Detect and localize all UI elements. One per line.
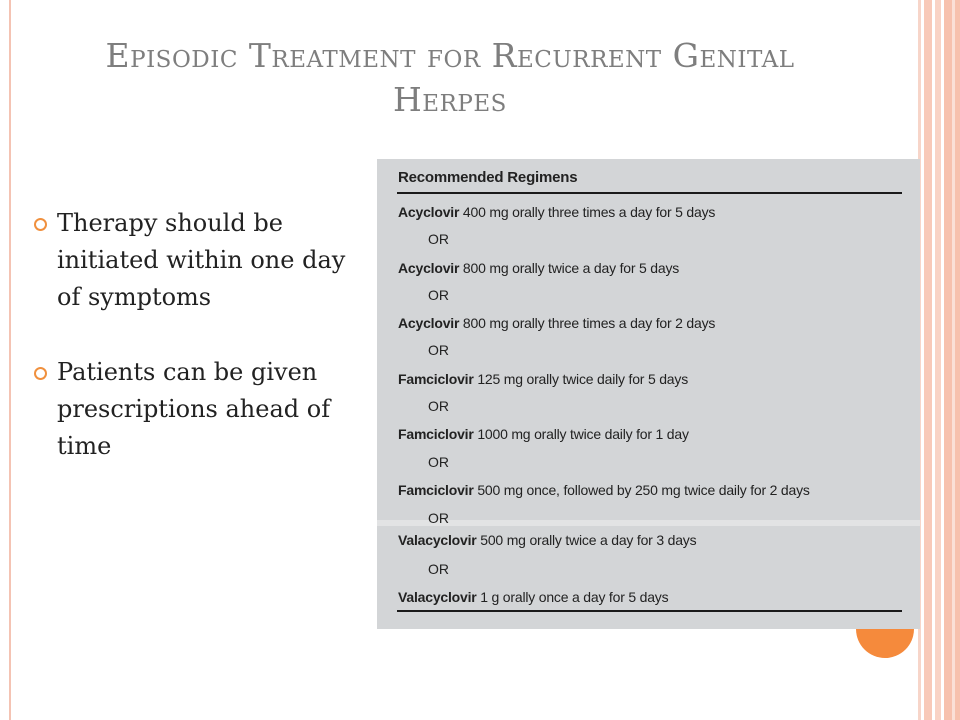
bullet-ring-icon (34, 218, 47, 231)
regimen-row (398, 315, 715, 331)
bullet-ring-icon (34, 367, 47, 380)
regimen-row (398, 482, 810, 498)
or-separator: OR (428, 510, 449, 526)
regimen-row (398, 532, 696, 548)
drug-detail: 125 mg orally twice daily for 5 days (473, 371, 688, 387)
or-separator: OR (428, 454, 449, 470)
drug-name: Famciclovir (398, 426, 474, 442)
regimen-row (398, 260, 679, 276)
table-bottom-rule (397, 610, 902, 612)
bullet-item (34, 205, 364, 316)
drug-name: Valacyclovir (398, 589, 477, 605)
or-separator: OR (428, 561, 449, 577)
drug-name: Famciclovir (398, 482, 474, 498)
drug-detail: 500 mg orally twice a day for 3 days (476, 532, 697, 548)
decor-stripe (935, 0, 941, 720)
regimen-row (398, 204, 715, 220)
decor-stripe (952, 0, 955, 720)
table-header: Recommended Regimens (398, 169, 578, 186)
decor-stripe (924, 0, 932, 720)
drug-detail: 800 mg orally twice a day for 5 days (459, 260, 680, 276)
drug-name: Acyclovir (398, 260, 460, 276)
table-top-rule (397, 192, 902, 194)
bullet-text: Therapy should be initiated within one day of symptoms (57, 209, 346, 311)
left-border-line (9, 0, 11, 720)
bullet-text: Patients can be given prescriptions ahead of time (57, 358, 331, 460)
bullet-list (34, 205, 364, 503)
drug-name: Acyclovir (398, 315, 460, 331)
drug-name: Acyclovir (398, 204, 460, 220)
regimens-table (377, 159, 920, 629)
bullet-item (34, 354, 364, 465)
or-separator: OR (428, 231, 449, 247)
drug-name: Famciclovir (398, 371, 474, 387)
drug-detail: 400 mg orally three times a day for 5 days (459, 204, 716, 220)
drug-detail: 1000 mg orally twice daily for 1 day (473, 426, 689, 442)
drug-detail: 800 mg orally three times a day for 2 days (459, 315, 716, 331)
or-separator: OR (428, 342, 449, 358)
or-separator: OR (428, 287, 449, 303)
regimen-row (398, 589, 668, 605)
table-gap-strip (377, 520, 920, 526)
drug-detail: 1 g orally once a day for 5 days (476, 589, 669, 605)
drug-detail: 500 mg once, followed by 250 mg twice daily for 2 days (473, 482, 810, 498)
or-separator: OR (428, 398, 449, 414)
regimen-row (398, 371, 688, 387)
drug-name: Valacyclovir (398, 532, 477, 548)
slide-title: Episodic Treatment for Recurrent Genital Herpes (105, 36, 795, 119)
regimen-row (398, 426, 689, 442)
